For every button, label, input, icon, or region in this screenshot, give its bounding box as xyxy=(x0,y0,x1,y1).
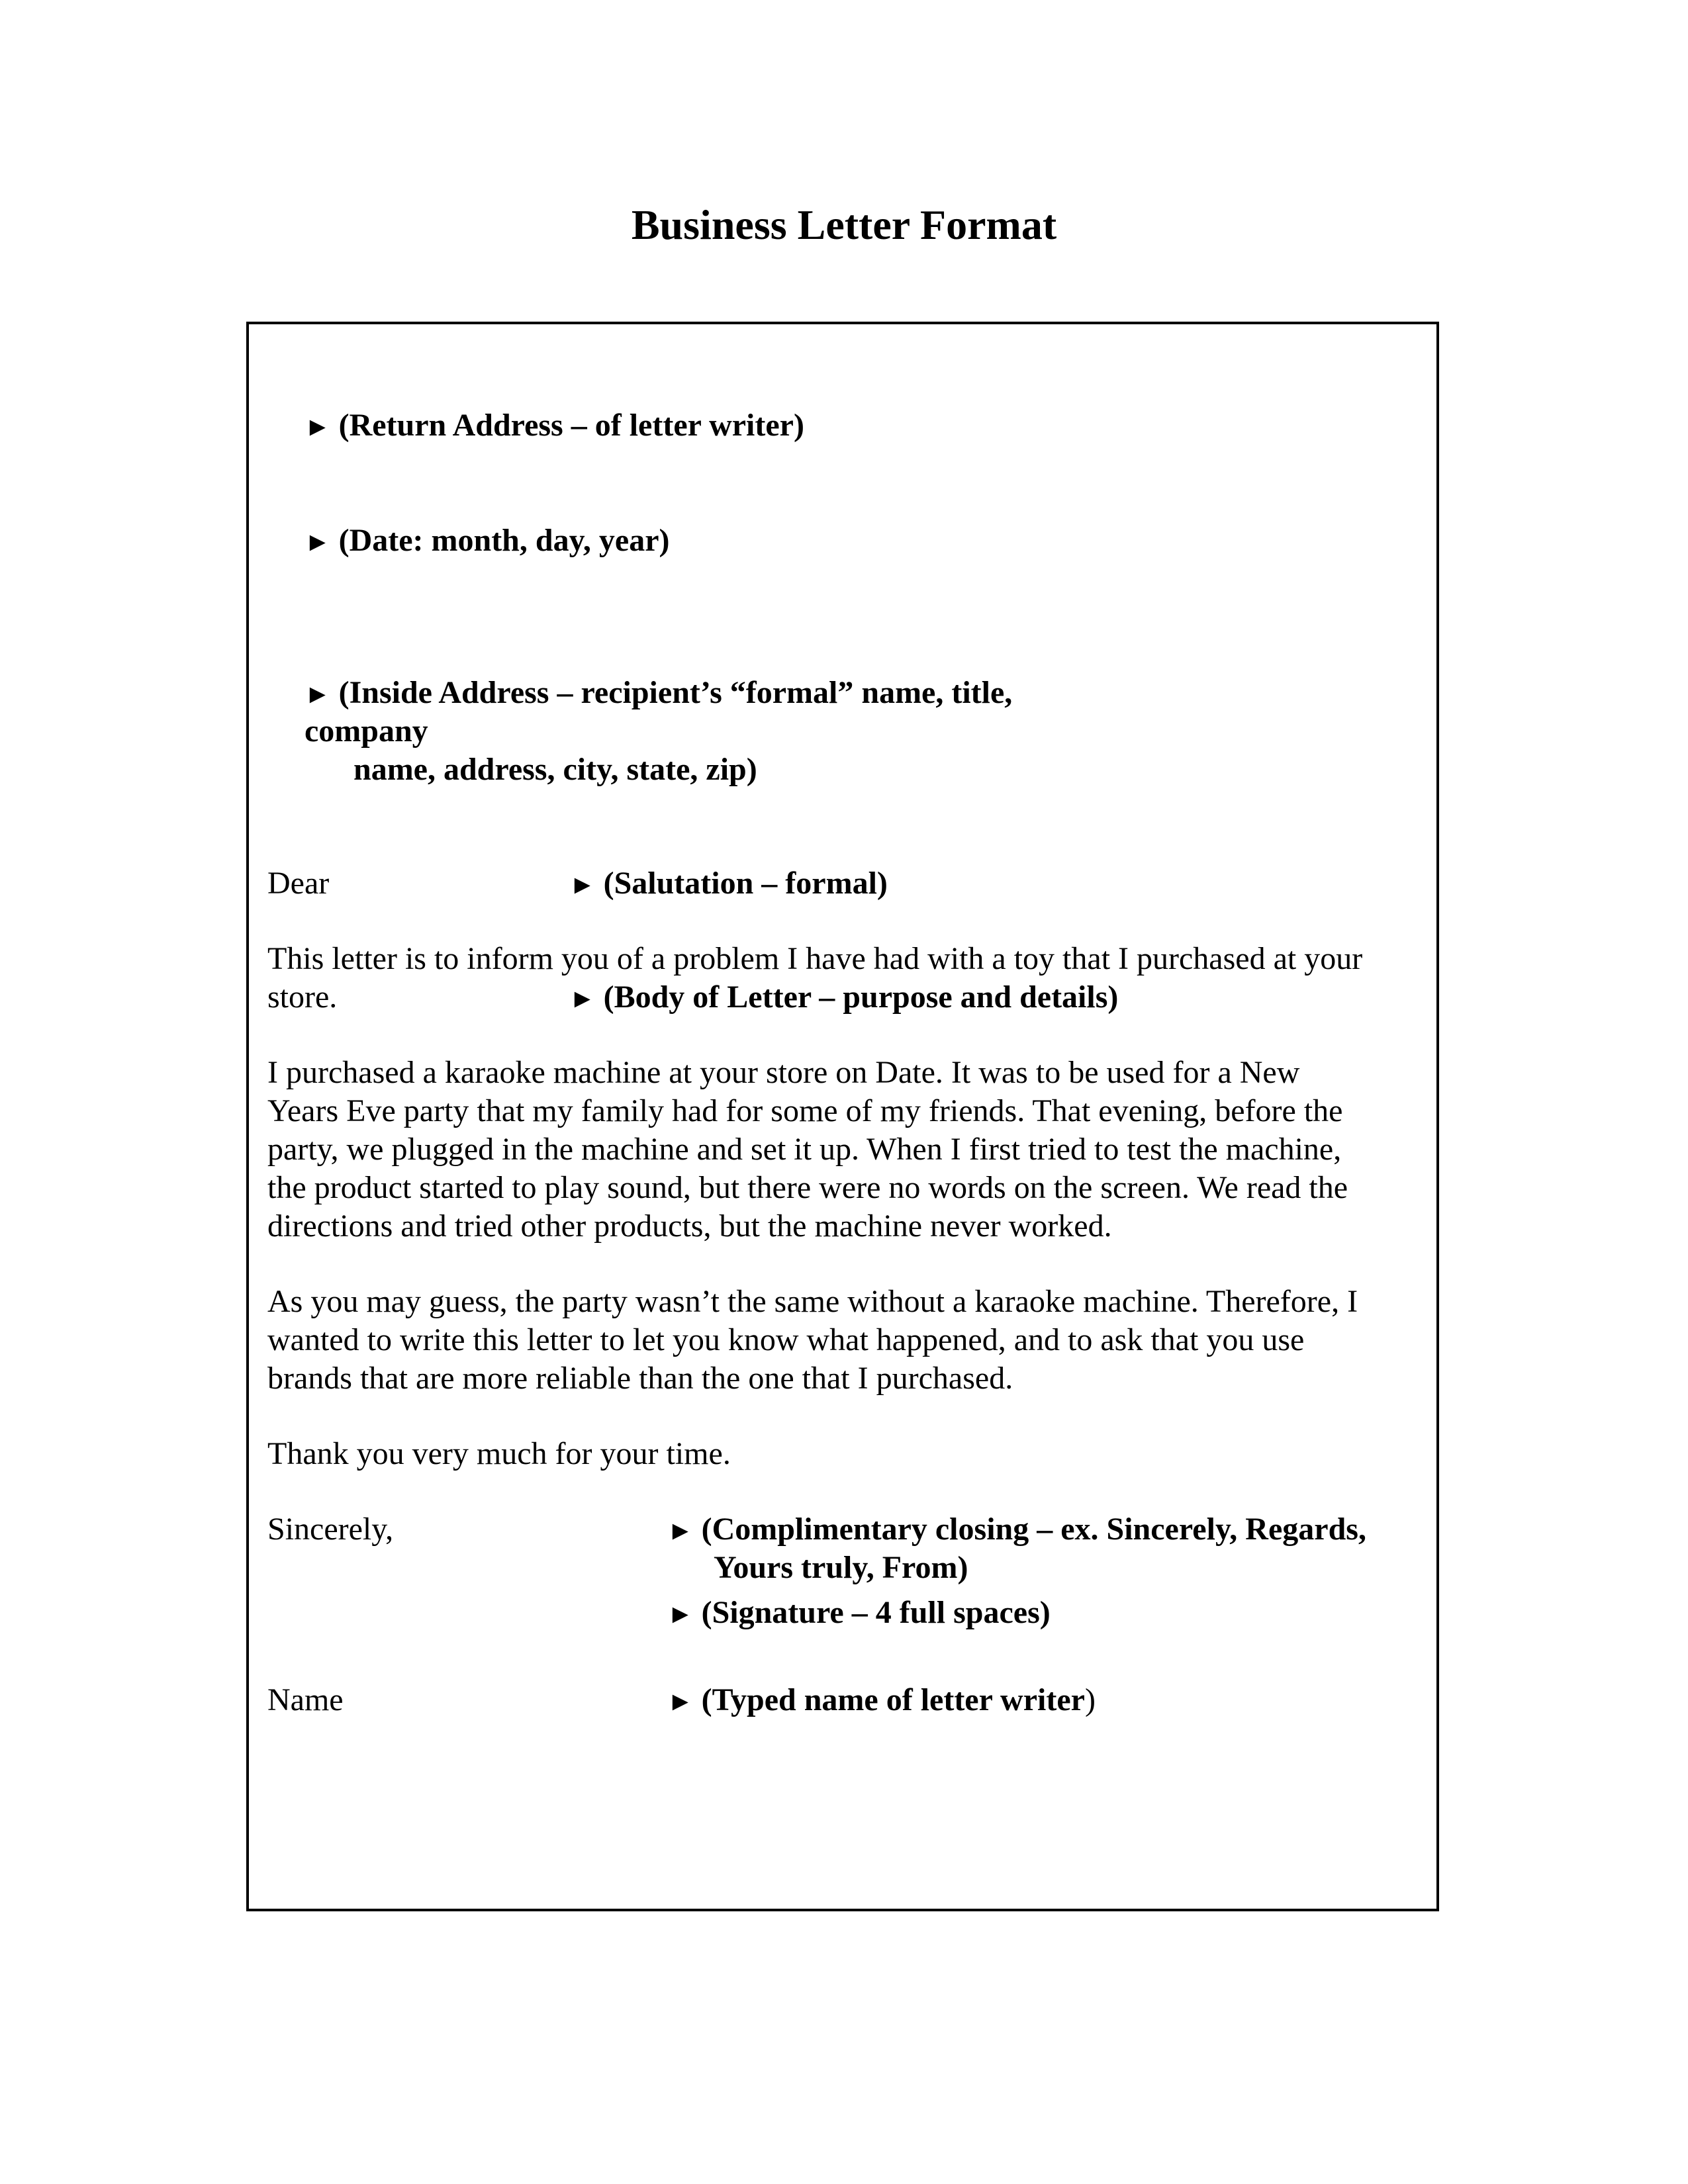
arrow-right-icon: ► xyxy=(667,1516,694,1545)
return-address-note: ► (Return Address – of letter writer) xyxy=(305,408,804,443)
date-note: ► (Date: month, day, year) xyxy=(305,523,670,558)
inside-address-note-line3: name, address, city, state, zip) xyxy=(353,752,757,787)
body-paragraph-line: party, we plugged in the machine and set it up. When I first tried to test the machine, xyxy=(267,1132,1342,1167)
body-paragraph-line: wanted to write this letter to let you know what happened, and to ask that you use xyxy=(267,1322,1305,1357)
body-paragraph-line: I purchased a karaoke machine at your store on Date. It was to be used for a New xyxy=(267,1055,1300,1090)
inside-address-note-line2: company xyxy=(305,713,428,749)
arrow-right-icon: ► xyxy=(305,412,331,441)
arrow-right-icon: ► xyxy=(569,983,596,1013)
body-paragraph-line: brands that are more reliable than the one that I purchased. xyxy=(267,1361,1013,1396)
closing-note: ► (Complimentary closing – ex. Sincerely, Regards, xyxy=(667,1512,1366,1547)
complimentary-closing: Sincerely, xyxy=(267,1512,394,1547)
body-paragraph-line: As you may guess, the party wasn’t the same without a karaoke machine. Therefore, I xyxy=(267,1284,1358,1319)
body-note: ► (Body of Letter – purpose and details) xyxy=(569,979,1119,1015)
body-paragraph-line: the product started to play sound, but there were no words on the screen. We read the xyxy=(267,1170,1348,1205)
arrow-right-icon: ► xyxy=(667,1599,694,1629)
typed-name-note: ► (Typed name of letter writer) xyxy=(667,1682,1096,1717)
salutation: Dear xyxy=(267,866,330,901)
body-paragraph-line: Years Eve party that my family had for some of my friends. That evening, before the xyxy=(267,1093,1343,1128)
signature-note: ► (Signature – 4 full spaces) xyxy=(667,1595,1051,1630)
inside-address-note: ► (Inside Address – recipient’s “formal” name, title, xyxy=(305,675,1013,710)
arrow-right-icon: ► xyxy=(569,870,596,899)
closing-note-line2: Yours truly, From) xyxy=(714,1550,968,1585)
arrow-right-icon: ► xyxy=(305,679,331,709)
salutation-note: ► (Salutation – formal) xyxy=(569,866,888,901)
arrow-right-icon: ► xyxy=(667,1686,694,1716)
page-title: Business Letter Format xyxy=(631,201,1057,248)
body-intro-line2: store. xyxy=(267,979,338,1015)
body-intro-line1: This letter is to inform you of a problem I have had with a toy that I purchased at your xyxy=(267,941,1363,976)
arrow-right-icon: ► xyxy=(305,527,331,557)
typed-name: Name xyxy=(267,1682,344,1717)
thanks-line: Thank you very much for your time. xyxy=(267,1436,731,1471)
body-paragraph-line: directions and tried other products, but the machine never worked. xyxy=(267,1208,1112,1244)
